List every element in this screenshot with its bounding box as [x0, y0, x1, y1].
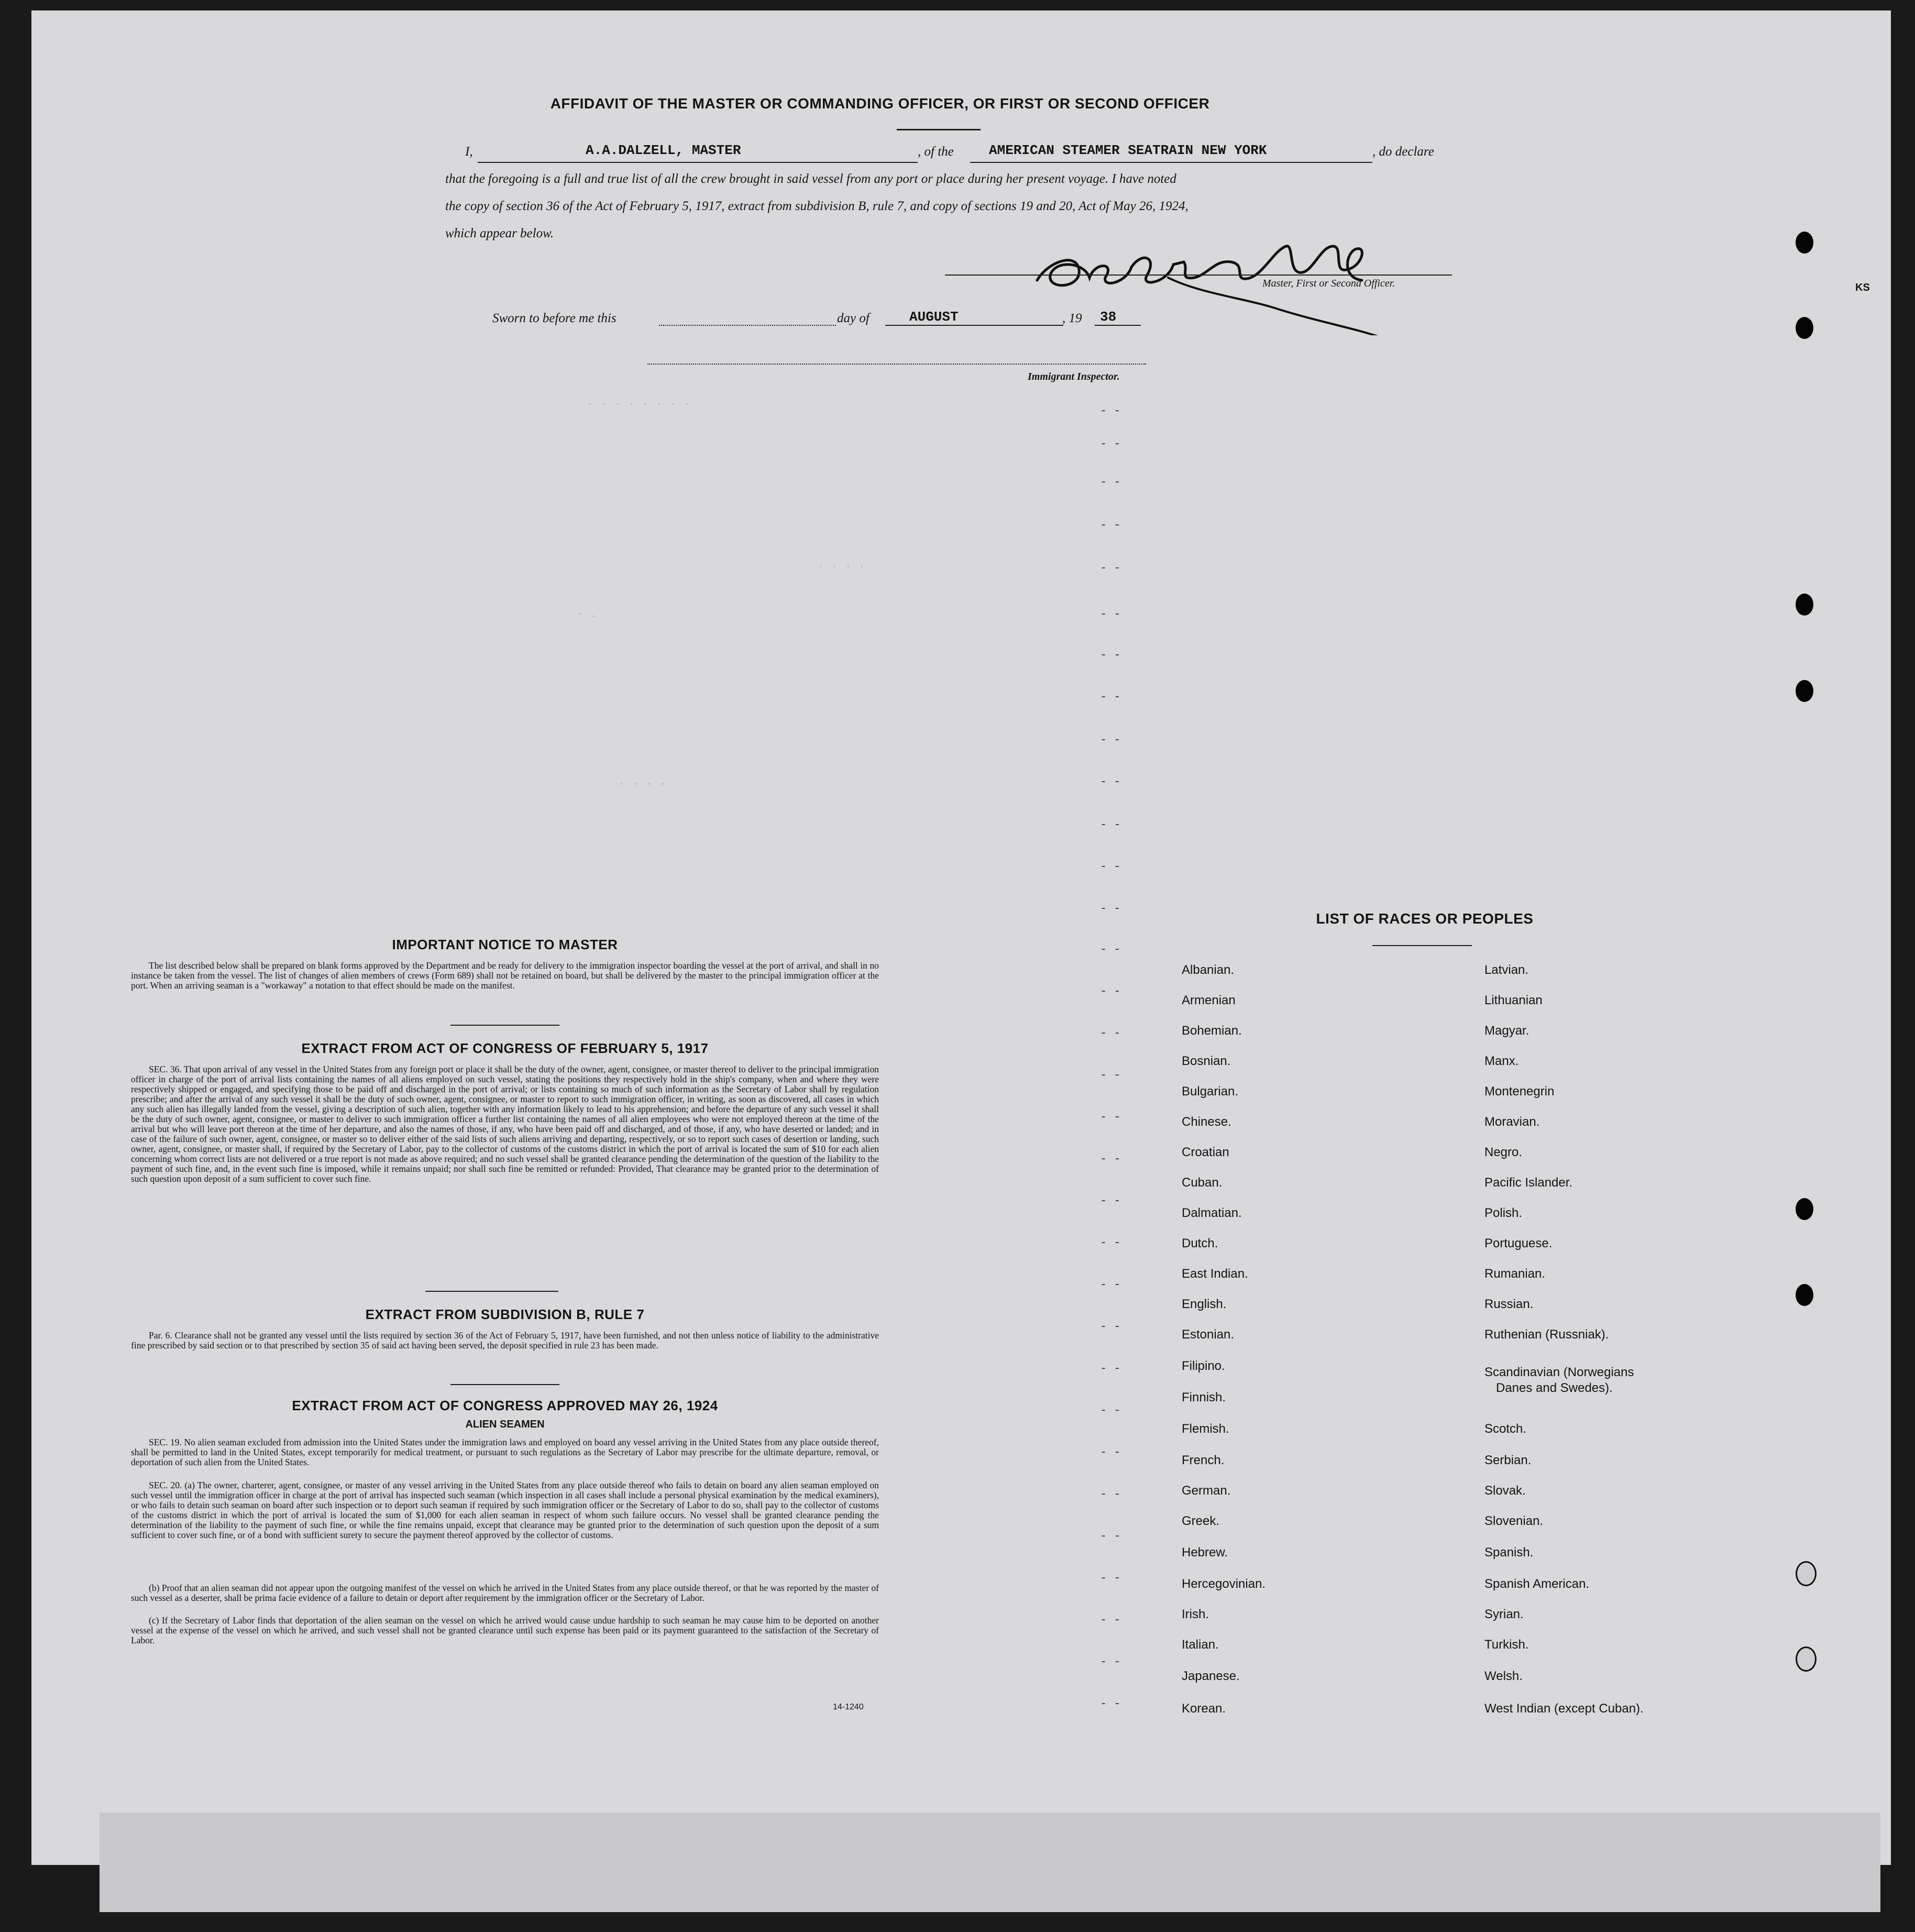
race-item: Estonian.: [1182, 1327, 1235, 1342]
dash-mark: - -: [1100, 404, 1121, 418]
dash-mark: - -: [1100, 562, 1121, 575]
race-item: Slovenian.: [1484, 1514, 1544, 1528]
bleed-through-text: . . . .: [618, 775, 667, 788]
dash-mark: - -: [1100, 1655, 1121, 1668]
race-item: Moravian.: [1484, 1115, 1540, 1129]
sworn-month: AUGUST: [909, 309, 959, 325]
punch-hole: [1796, 1561, 1817, 1586]
dash-mark: - -: [1100, 1152, 1121, 1166]
month-underline: [885, 325, 1063, 326]
affidavit-of-text: , of the: [918, 145, 954, 159]
race-item: Portuguese.: [1484, 1236, 1553, 1250]
race-item: Pacific Islander.: [1484, 1176, 1573, 1190]
dash-mark: - -: [1100, 649, 1121, 662]
race-item: Irish.: [1182, 1607, 1209, 1621]
name-underline: [478, 162, 918, 163]
dash-mark: - -: [1100, 775, 1121, 788]
punch-hole: [1796, 1284, 1813, 1306]
dash-mark: - -: [1100, 943, 1121, 956]
race-item: Hercegovinian.: [1182, 1577, 1266, 1591]
sec-19-body: SEC. 19. No alien seaman excluded from admission into the United States under the immigration laws and employed on board any vessel arriving in the United States from any place outside thereof, shall be permitted to land in the United States, except temporarily for medical treatment, or pursuant to such regulations as the Secretary of Labor may prescribe for the ultimate departure, removal, or deportation of such alien from the United States.: [131, 1437, 879, 1467]
dash-mark: - -: [1100, 690, 1121, 704]
sworn-year: 38: [1100, 309, 1117, 325]
dash-mark: - -: [1100, 1278, 1121, 1291]
race-item: Lithuanian: [1484, 993, 1543, 1007]
sec-20a-body: SEC. 20. (a) The owner, charterer, agent, consignee, or master of any vessel arriving in the United States from any place outside thereof who fails to detain on board any alien seaman employed on such vessel until the immigration officer in charge at the port of arrival has inspected such seaman (which inspection in all cases shall include a personal physical examination by the medical examiners), or who fails to detain such seaman on board after such inspection or to deport such seaman if required by such immigration officer or the Secretary of Labor to do so, shall pay to the collector of customs of the customs district in which the port of arrival is located the sum of $1,000 for each alien seaman in respect of whom such failure occurs. No vessel shall be granted clearance pending the determination of the liability to the payment of such fine, or while the fine remains unpaid, except that clearance may be granted prior to the determination of such question upon the deposit of a sum sufficient to cover such fine, or of a bond with sufficient surety to secure the payment thereof approved by the collector of customs.: [131, 1480, 879, 1540]
race-item: Bohemian.: [1182, 1024, 1242, 1038]
race-item: Spanish.: [1484, 1545, 1534, 1560]
inspector-caption: Immigrant Inspector.: [1028, 371, 1120, 382]
race-item: Magyar.: [1484, 1024, 1529, 1038]
race-item: Spanish American.: [1484, 1577, 1590, 1591]
sec-20b-body: (b) Proof that an alien seaman did not appear upon the outgoing manifest of the vessel on which he arrived in the United States from any place outside thereof, or that he was reported by the master of such vessel as a deserter, shall be prima facie evidence of a failure to detain or deport after requirement by the immigration officer or the Secretary of Labor.: [131, 1583, 879, 1603]
race-item: Cuban.: [1182, 1176, 1223, 1190]
race-item: Syrian.: [1484, 1607, 1524, 1621]
race-item: French.: [1182, 1453, 1225, 1467]
race-item: Scandinavian (Norwegians: [1484, 1365, 1634, 1379]
dash-mark: - -: [1100, 1697, 1121, 1710]
inspector-line: [647, 364, 1146, 365]
race-item: Greek.: [1182, 1514, 1220, 1528]
affidavit-line-3: the copy of section 36 of the Act of February 5, 1917, extract from subdivision B, rule 7, and copy of sections 19 and 20, Act of May 26, 1924,: [445, 199, 1188, 213]
race-item: East Indian.: [1182, 1267, 1248, 1281]
notice-body: The list described below shall be prepared on blank forms approved by the Department and be ready for delivery to the immigration inspector boarding the vessel at the port of arrival, and shall in no instance be taken from the vessel. The list of changes of alien members of crews (Form 689) shall not be retained on board, but shall be delivered by the master to the principal immigration officer at the port. When an arriving seaman is a "workaway" a notation to that effect should be made on the manifest.: [131, 960, 879, 991]
bleed-through-text: - .: [576, 608, 597, 621]
dash-mark: - -: [1100, 1362, 1121, 1375]
signature-line: [945, 275, 1452, 276]
dash-mark: - -: [1100, 1404, 1121, 1417]
punch-hole: [1796, 1198, 1813, 1220]
race-item: Italian.: [1182, 1638, 1219, 1652]
race-item: English.: [1182, 1297, 1227, 1311]
year-underline: [1095, 325, 1141, 326]
section-divider: [450, 1384, 559, 1385]
dash-mark: - -: [1100, 818, 1121, 831]
extract-1917-body: SEC. 36. That upon arrival of any vessel in the United States from any foreign port or place it shall be the duty of the owner, agent, consignee, or master thereof to deliver to the principal immigration officer in charge of the port of arrival lists containing the names of all aliens employed on such vessel, stating the positions they respectively hold in the ship's company, when and where they were respectively shipped or engaged, and specifying those to be paid off and discharged in the port of arrival; or lists containing so much of such information as the Secretary of Labor shall by regulation prescribe; and after the arrival of any such vessel it shall be the duty of such owner, agent, consignee, or master to report to such immigration officer, in writing, as soon as discovered, all cases in which any such alien has illegally landed from the vessel, giving a description of such alien, together with any information likely to lead to his apprehension; and before the departure of any such vessel it shall be the duty of such owner, agent, consignee, or master to deliver to such immigration officer a further list containing the names of all alien employees who were not employed thereon at the time of the arrival but who will leave port thereon at the time of her departure, and also the names of those, if any, who have been paid off and discharged, and of those, if any, who have deserted or landed; and in case of the failure of such owner, agent, consignee, or master so to deliver either of the said lists of such aliens arriving and departing, respectively, or so to report such cases of desertion or landing, such owner, agent, consignee, or master shall, if required by the Secretary of Labor, pay to the collector of customs of the customs district in which the port of arrival is located the sum of $10 for each alien concerning whom correct lists are not delivered or a true report is not made as above required; and no such vessel shall be granted clearance pending the determination of the question of the liability to the payment of such fine, and, in the event such fine is imposed, while it remains unpaid; nor shall such fine be remitted or refunded: Provided, That clearance may be granted prior to the determination of such question upon deposit of a sum sufficient to cover such fine.: [131, 1064, 879, 1184]
dash-mark: - -: [1100, 1488, 1121, 1501]
race-item: Bosnian.: [1182, 1054, 1231, 1068]
affidavit-pre-name: I,: [465, 145, 473, 159]
alien-seamen-subtitle: ALIEN SEAMEN: [465, 1419, 545, 1430]
affidavit-line-4: which appear below.: [445, 226, 554, 240]
section-divider: [450, 1025, 559, 1026]
race-item: Filipino.: [1182, 1359, 1225, 1373]
affidavit-title: AFFIDAVIT OF THE MASTER OR COMMANDING OFFICER, OR FIRST OR SECOND OFFICER: [550, 95, 1210, 112]
race-item: West Indian (except Cuban).: [1484, 1702, 1644, 1716]
bleed-through-text: . . . . . . . .: [587, 396, 691, 409]
notice-title: IMPORTANT NOTICE TO MASTER: [392, 937, 618, 952]
dash-mark: - -: [1100, 1236, 1121, 1249]
punch-hole: [1796, 680, 1813, 702]
master-name: A.A.DALZELL, MASTER: [586, 142, 741, 158]
race-item: Korean.: [1182, 1702, 1226, 1716]
race-item: Bulgarian.: [1182, 1084, 1239, 1099]
sec-20c-body: (c) If the Secretary of Labor finds that deportation of the alien seaman on the vessel on which he arrived would cause undue hardship to such seaman he may cause him to be deported on another vessel at the expense of the vessel on which he arrived, and such vessel shall not be granted clearance until such expense has been paid or its payment guaranteed to the satisfaction of the Secretary of Labor.: [131, 1615, 879, 1645]
affidavit-line-2: that the foregoing is a full and true list of all the crew brought in said vessel from any port or place during her present voyage. I have noted: [445, 172, 1176, 186]
dash-mark: - -: [1100, 860, 1121, 873]
race-item: Welsh.: [1484, 1669, 1523, 1683]
margin-fragment: KS: [1855, 282, 1870, 293]
dash-mark: - -: [1100, 1613, 1121, 1627]
race-item: Finnish.: [1182, 1390, 1226, 1404]
dash-mark: - -: [1100, 476, 1121, 489]
signature-caption: Master, First or Second Officer.: [1262, 278, 1395, 289]
races-divider: [1372, 945, 1472, 946]
race-item: Albanian.: [1182, 963, 1235, 977]
punch-hole: [1796, 594, 1813, 616]
race-item: Armenian: [1182, 993, 1236, 1007]
race-item: Russian.: [1484, 1297, 1534, 1311]
bleed-through-text: . . . .: [817, 558, 866, 571]
race-item: Polish.: [1484, 1206, 1523, 1220]
race-item: Slovak.: [1484, 1484, 1526, 1498]
race-item: Chinese.: [1182, 1115, 1231, 1129]
dash-mark: - -: [1100, 902, 1121, 915]
race-item: German.: [1182, 1484, 1231, 1498]
sworn-day-line: [659, 325, 836, 326]
dash-mark: - -: [1100, 1530, 1121, 1543]
section-divider: [425, 1291, 558, 1292]
dash-mark: - -: [1100, 1320, 1121, 1333]
extract-1917-title: EXTRACT FROM ACT OF CONGRESS OF FEBRUARY 5, 1917: [301, 1040, 709, 1056]
race-item: Rumanian.: [1484, 1267, 1546, 1281]
extract-1924-title: EXTRACT FROM ACT OF CONGRESS APPROVED MAY 26, 1924: [292, 1398, 718, 1413]
race-item: Negro.: [1484, 1145, 1523, 1159]
underlying-page-edge: [100, 1813, 1880, 1912]
race-item: Scotch.: [1484, 1422, 1527, 1436]
punch-hole: [1796, 317, 1813, 339]
dash-mark: - -: [1100, 437, 1121, 451]
dash-mark: - -: [1100, 1111, 1121, 1124]
rule-7-body: Par. 6. Clearance shall not be granted any vessel until the lists required by section 36 of the Act of February 5, 1917, have been furnished, and not then unless notice of liability to the administrative fine prescribed by said section or to that prescribed by section 35 of said act having been served, the deposit specified in rule 23 has been made.: [131, 1330, 879, 1351]
race-item-continuation: Danes and Swedes).: [1496, 1381, 1613, 1395]
title-divider: [897, 129, 981, 130]
dash-mark: - -: [1100, 1027, 1121, 1040]
affidavit-declare: , do declare: [1372, 145, 1434, 159]
race-item: Flemish.: [1182, 1422, 1229, 1436]
vessel-underline: [970, 162, 1372, 163]
race-item: Japanese.: [1182, 1669, 1240, 1683]
year-prefix: , 19: [1062, 311, 1082, 325]
race-item: Latvian.: [1484, 963, 1529, 977]
race-item: Ruthenian (Russniak).: [1484, 1327, 1609, 1342]
dash-mark: - -: [1100, 1069, 1121, 1082]
vessel-name: AMERICAN STEAMER SEATRAIN NEW YORK: [989, 142, 1267, 158]
rule-7-title: EXTRACT FROM SUBDIVISION B, RULE 7: [365, 1307, 645, 1322]
sworn-text: Sworn to before me this: [492, 311, 617, 325]
dash-mark: - -: [1100, 985, 1121, 998]
form-number: 14-1240: [833, 1703, 864, 1711]
dash-mark: - -: [1100, 1446, 1121, 1459]
race-item: Turkish.: [1484, 1638, 1529, 1652]
dash-mark: - -: [1100, 608, 1121, 621]
race-item: Dutch.: [1182, 1236, 1218, 1250]
dash-mark: - -: [1100, 1572, 1121, 1585]
race-item: Manx.: [1484, 1054, 1519, 1068]
races-title: LIST OF RACES OR PEOPLES: [1316, 910, 1534, 927]
race-item: Serbian.: [1484, 1453, 1532, 1467]
day-of-text: day of: [837, 311, 870, 325]
race-item: Montenegrin: [1484, 1084, 1555, 1099]
race-item: Hebrew.: [1182, 1545, 1228, 1560]
punch-hole: [1796, 232, 1813, 254]
punch-hole: [1796, 1646, 1817, 1672]
dash-mark: - -: [1100, 1194, 1121, 1208]
race-item: Croatian: [1182, 1145, 1229, 1159]
race-item: Dalmatian.: [1182, 1206, 1242, 1220]
dash-mark: - -: [1100, 519, 1121, 532]
dash-mark: - -: [1100, 733, 1121, 747]
